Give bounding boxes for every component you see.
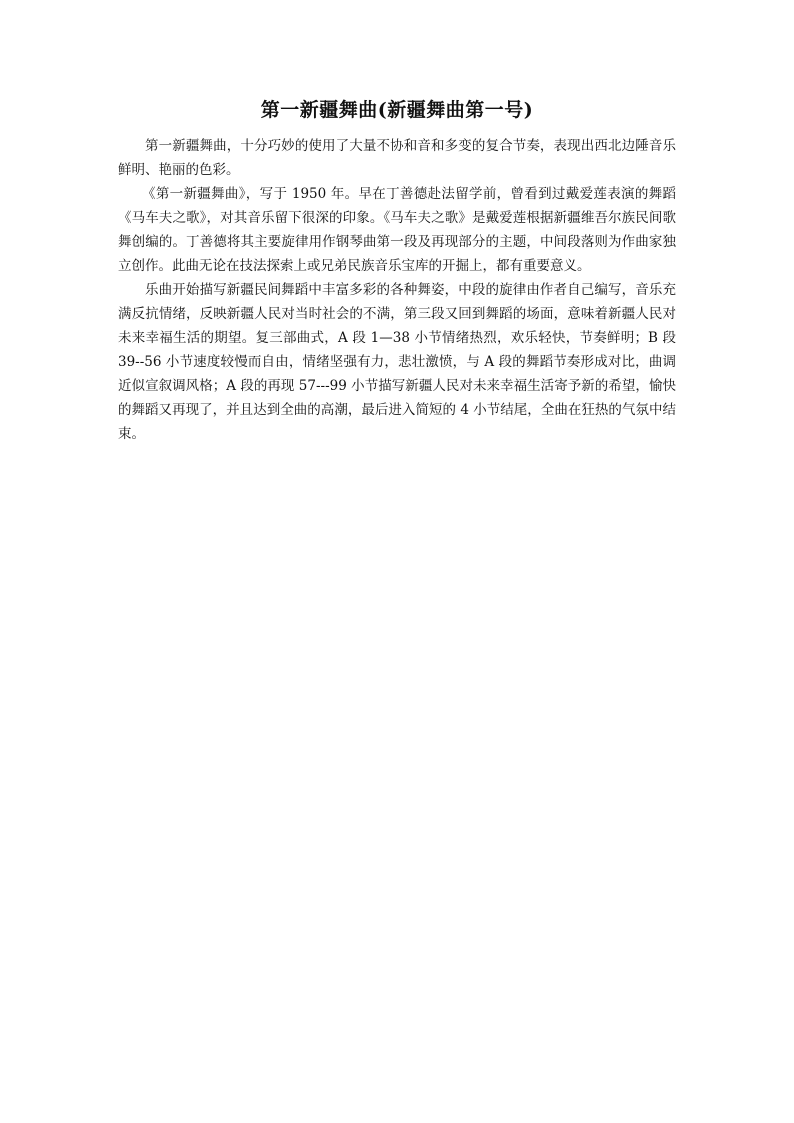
document-body — [118, 96, 676, 446]
paragraph-intro: 第一新疆舞曲，十分巧妙的使用了大量不协和音和多变的复合节奏，表现出西北边陲音乐鲜明、艳丽的色彩。 — [118, 138, 676, 178]
document-title: 第一新疆舞曲(新疆舞曲第一号) — [260, 99, 534, 121]
paragraph-structure: 乐曲开始描写新疆民间舞蹈中丰富多彩的各种舞姿，中段的旋律由作者自己编写，音乐充满反抗情绪，反映新疆人民对当时社会的不满，第三段又回到舞蹈的场面，意味着新疆人民对未来幸福生活的期望。复三部曲式，A 段 1—38 小节情绪热烈，欢乐轻快，节奏鲜明；B 段 39--56 小节速度较慢而自由，情绪坚强有力，悲壮激愤，与 A 段的舞蹈节奏形成对比，曲调近似宣叙调风格；A 段的再现 57---99 小节描写新疆人民对未来幸福生活寄予新的希望，愉快的舞蹈又再现了，并且达到全曲的高潮，最后进入简短的 4 小节结尾，全曲在狂热的气氛中结束。 — [118, 282, 676, 442]
paragraph-history: 《第一新疆舞曲》，写于 1950 年。早在丁善德赴法留学前，曾看到过戴爱莲表演的舞蹈《马车夫之歌》，对其音乐留下很深的印象。《马车夫之歌》是戴爱莲根据新疆维吾尔族民间歌舞创编的。丁善德将其主要旋律用作钢琴曲第一段及再现部分的主题，中间段落则为作曲家独立创作。此曲无论在技法探索上或兄弟民族音乐宝库的开掘上，都有重要意义。 — [118, 186, 676, 274]
